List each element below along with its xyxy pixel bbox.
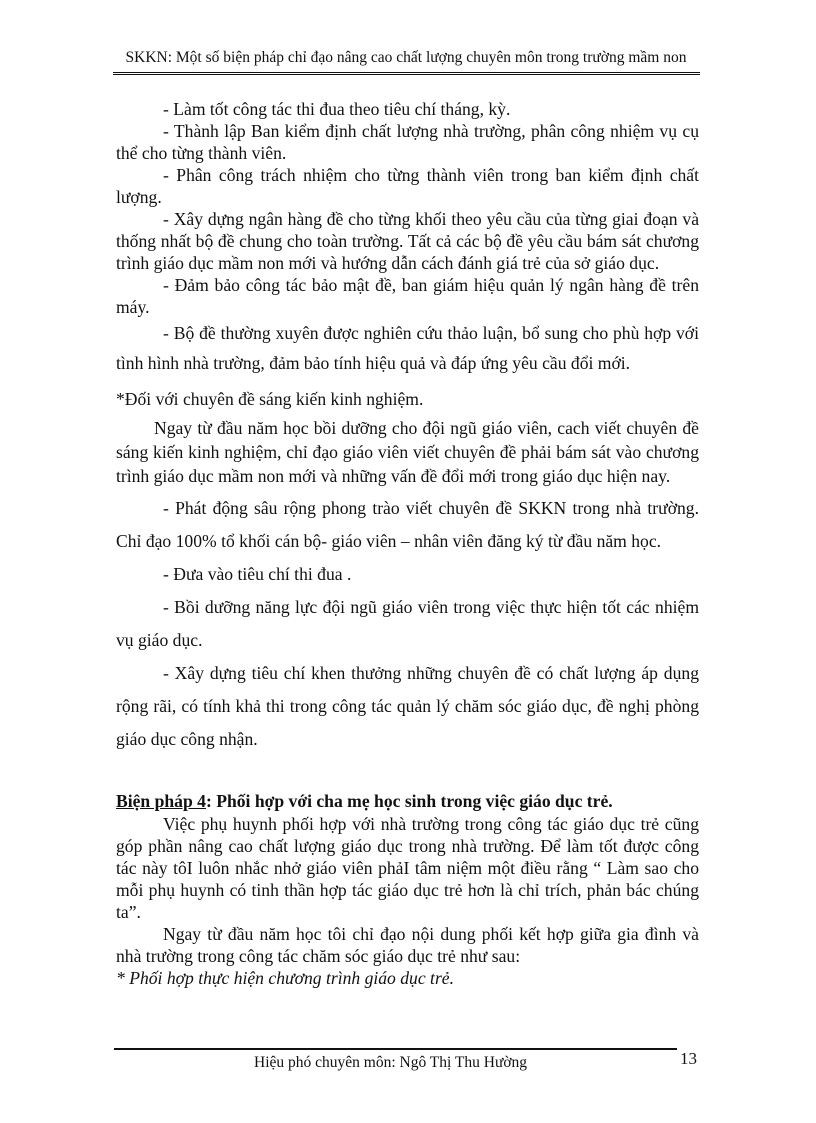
- paragraph: Ngay từ đầu năm học tôi chỉ đạo nội dung phối kết hợp giữa gia đình và nhà trường trong công tác chăm sóc giáo dục trẻ như sau:: [116, 924, 699, 966]
- paragraph: Việc phụ huynh phối hợp với nhà trường trong công tác giáo dục trẻ cũng góp phần nâng cao chất lượng giáo dục trong nhà trường. Để làm tốt được công tác này tôI luôn nhắc nhở giáo viên phảI tâm niệm một điều rằng “ Làm sao cho mỗi phụ huynh có tinh thần hợp tác giáo dục trẻ hơn là chỉ trích, phản bác chúng ta”.: [116, 814, 699, 922]
- paragraph: * Phối hợp thực hiện chương trình giáo dục trẻ.: [116, 968, 455, 988]
- paragraph: - Xây dựng tiêu chí khen thưởng những chuyên đề có chất lượng áp dụng rộng rãi, có tính khả thi trong công tác quản lý chăm sóc giáo dục, đề nghị phòng giáo dục công nhận.: [116, 663, 699, 749]
- subheading: *Đối với chuyên đề sáng kiến kinh nghiệm.: [116, 389, 424, 409]
- page-header: SKKN: Một số biện pháp chỉ đạo nâng cao chất lượng chuyên môn trong trường mầm non: [125, 49, 687, 66]
- block-tight-1: [116, 98, 699, 378]
- page-number: 13: [680, 1049, 697, 1068]
- block-tight-2: [116, 416, 699, 488]
- block-tight-3: [116, 813, 699, 989]
- block-spaced: [116, 492, 699, 756]
- paragraph: - Làm tốt công tác thi đua theo tiêu chí tháng, kỳ.: [163, 99, 511, 119]
- paragraph: - Xây dựng ngân hàng đề cho từng khối theo yêu cầu của từng giai đoạn và thống nhất bộ đề chung cho toàn trường. Tất cả các bộ đề yêu cầu bám sát chương trình giáo dục mầm non mới và hướng dẫn cách đánh giá trẻ của sở giáo dục.: [116, 209, 699, 273]
- paragraph: Ngay từ đầu năm học bồi dưỡng cho đội ngũ giáo viên, cach viết chuyên đề sáng kiến kinh nghiệm, chỉ đạo giáo viên viết chuyên đề phải bám sát vào chương trình giáo dục mầm non mới và những vấn đề đổi mới trong giáo dục hiện nay.: [116, 418, 699, 486]
- header-rule: [113, 72, 700, 75]
- section-heading-text: : Phối hợp với cha mẹ học sinh trong việc giáo dục trẻ.: [205, 791, 613, 811]
- section-heading-label: Biện pháp 4: [116, 791, 206, 811]
- footer-author: Hiệu phó chuyên môn: Ngô Thị Thu Hường: [254, 1054, 528, 1071]
- paragraph: - Đảm bảo công tác bảo mật đề, ban giám hiệu quản lý ngân hàng đề trên máy.: [116, 275, 699, 317]
- section-heading: [116, 789, 699, 813]
- paragraph: - Đưa vào tiêu chí thi đua .: [163, 564, 352, 584]
- page-content: [116, 98, 699, 989]
- paragraph: - Phát động sâu rộng phong trào viết chuyên đề SKKN trong nhà trường. Chỉ đạo 100% tổ khối cán bộ- giáo viên – nhân viên đăng ký từ đầu năm học.: [116, 498, 699, 551]
- paragraph: - Phân công trách nhiệm cho từng thành viên trong ban kiểm định chất lượng.: [116, 165, 699, 207]
- footer-rule: [114, 1048, 677, 1050]
- paragraph: - Thành lập Ban kiểm định chất lượng nhà trường, phân công nhiệm vụ cụ thể cho từng thành viên.: [116, 121, 699, 163]
- paragraph: - Bộ đề thường xuyên được nghiên cứu thảo luận, bổ sung cho phù hợp với tình hình nhà trường, đảm bảo tính hiệu quả và đáp ứng yêu cầu đổi mới.: [116, 323, 699, 373]
- paragraph: - Bồi dưỡng năng lực đội ngũ giáo viên trong việc thực hiện tốt các nhiệm vụ giáo dục.: [116, 597, 699, 650]
